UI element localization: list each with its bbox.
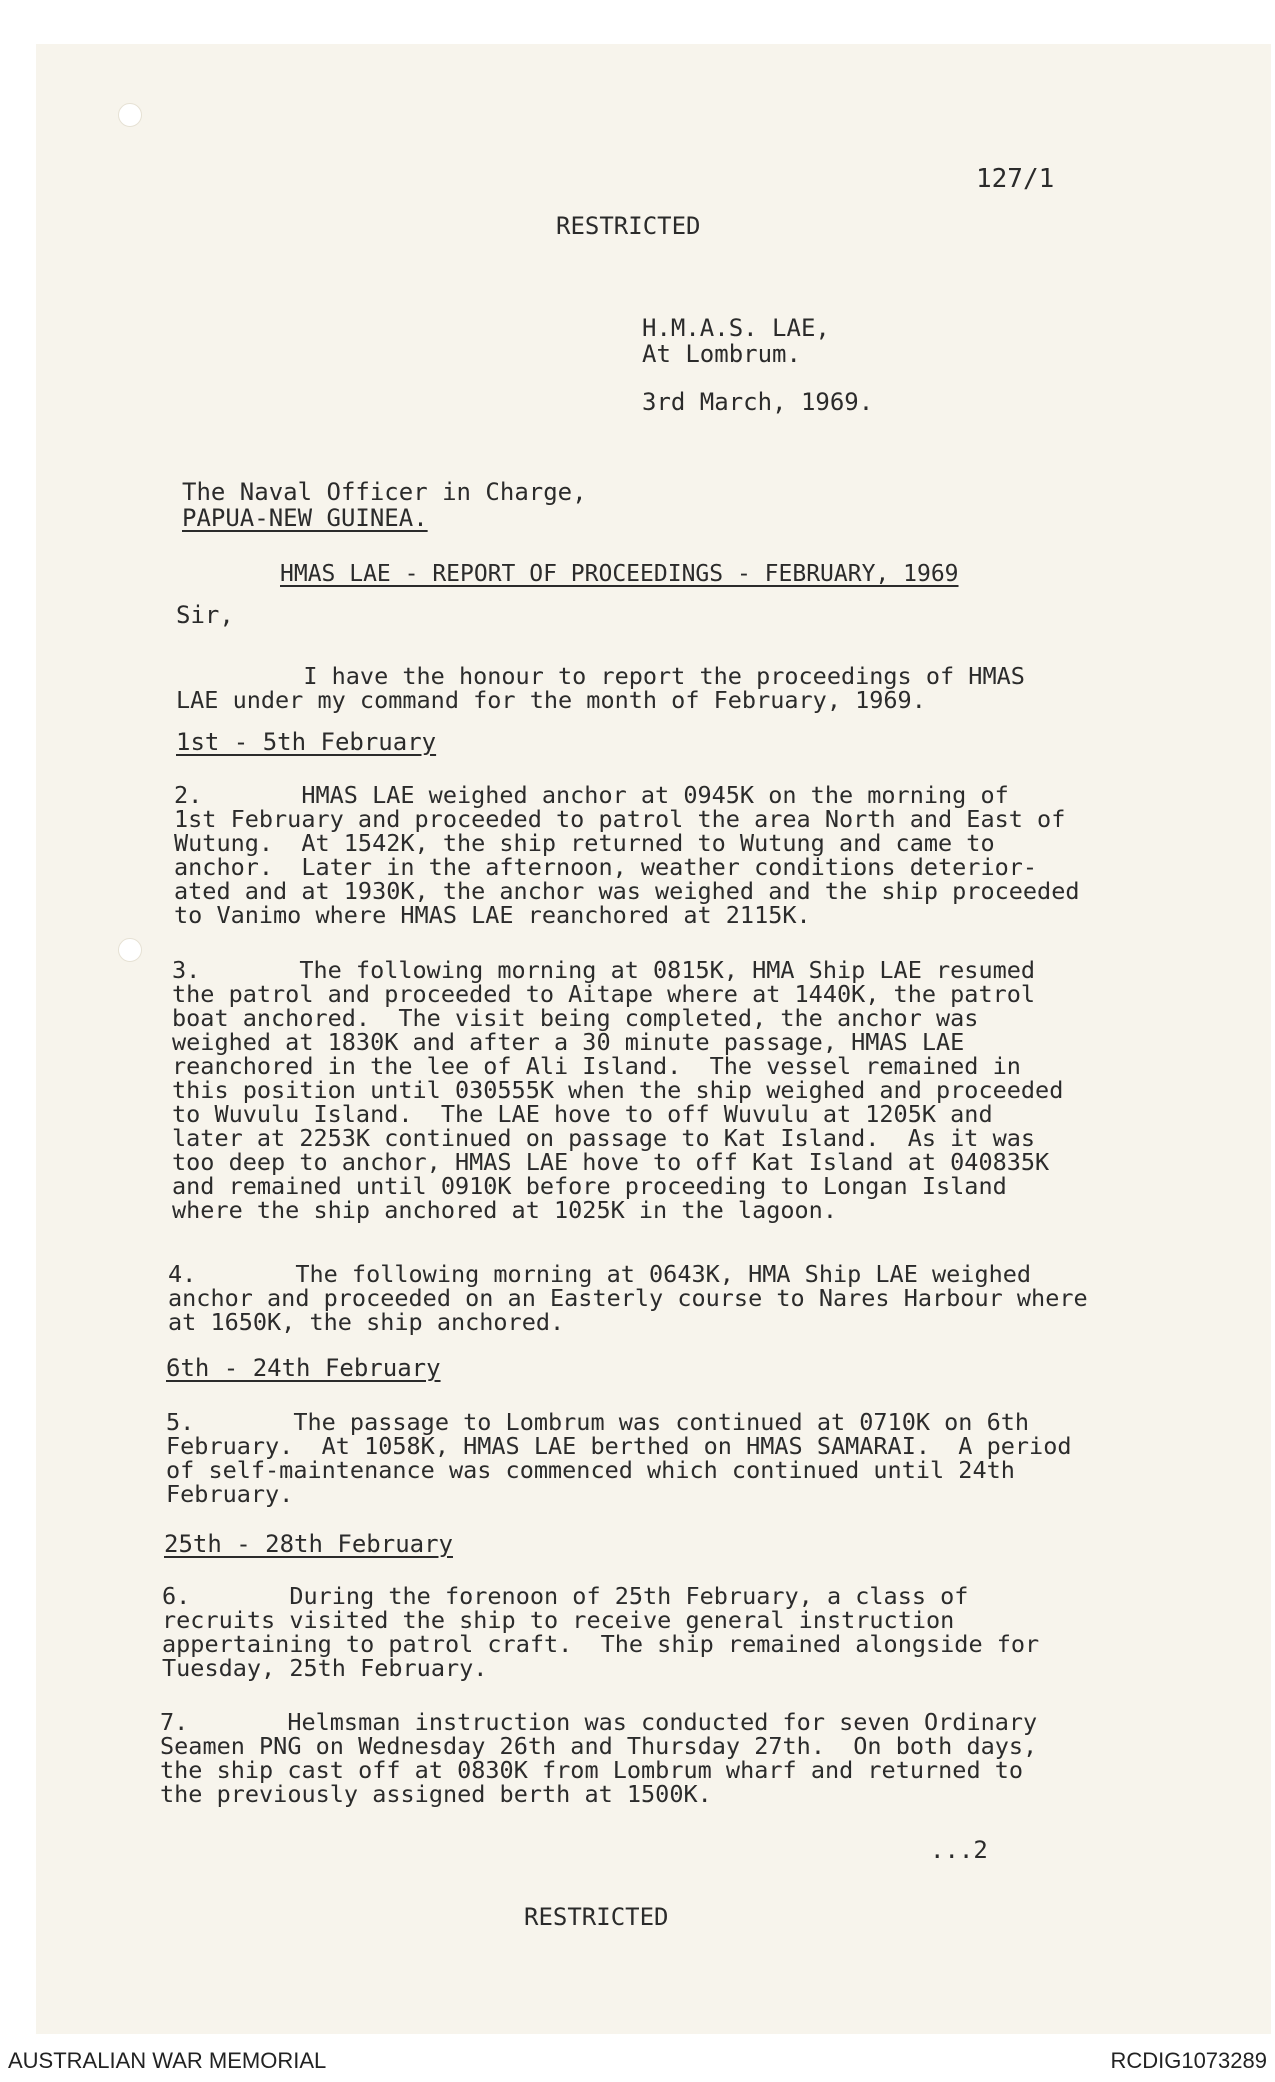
section-heading: 1st - 5th February	[176, 728, 437, 756]
text-line: where the ship anchored at 1025K in the lagoon.	[172, 1196, 837, 1224]
text-line: February.	[166, 1480, 294, 1508]
paragraph-4	[168, 1262, 1088, 1334]
text-line: and remained until 0910K before proceeding to Longan Island	[172, 1172, 1007, 1200]
classification-bottom: RESTRICTED	[524, 1903, 669, 1931]
sender-ship: H.M.A.S. LAE,	[642, 314, 830, 342]
intro-line: LAE under my command for the month of February, 1969.	[176, 686, 926, 714]
text-line: 3. The following morning at 0815K, HMA Ship LAE resumed	[172, 956, 1036, 984]
paragraph-7	[160, 1710, 1037, 1806]
footer-catalogue-id: RCDIG1073289	[1110, 2048, 1267, 2073]
text-line: the previously assigned berth at 1500K.	[160, 1780, 712, 1808]
text-line: the patrol and proceeded to Aitape where at 1440K, the patrol	[172, 980, 1036, 1008]
continuation-marker: ...2	[930, 1836, 988, 1864]
text-line: this position until 030555K when the ship weighed and proceeded	[172, 1076, 1064, 1104]
text-line: anchor and proceeded on an Easterly course to Nares Harbour where	[168, 1284, 1088, 1312]
text-line: later at 2253K continued on passage to Kat Island. As it was	[172, 1124, 1036, 1152]
addressee-title: The Naval Officer in Charge,	[182, 478, 587, 506]
text-line: 1st February and proceeded to patrol the area North and East of	[174, 805, 1066, 833]
section-heading: 6th - 24th February	[166, 1354, 441, 1382]
text-line: boat anchored. The visit being completed, the anchor was	[172, 1004, 979, 1032]
addressee-region: PAPUA-NEW GUINEA.	[182, 504, 428, 532]
text-line: Seamen PNG on Wednesday 26th and Thursday 27th. On both days,	[160, 1732, 1038, 1760]
intro-paragraph	[176, 664, 1025, 712]
text-line: anchor. Later in the afternoon, weather conditions deterior-	[174, 853, 1038, 881]
paragraph-3	[172, 958, 1063, 1222]
text-line: ated and at 1930K, the anchor was weighed and the ship proceeded	[174, 877, 1080, 905]
text-line: February. At 1058K, HMAS LAE berthed on HMAS SAMARAI. A period	[166, 1432, 1072, 1460]
section-heading: 25th - 28th February	[164, 1530, 453, 1558]
text-line: reanchored in the lee of Ali Island. The vessel remained in	[172, 1052, 1021, 1080]
paragraph-6	[162, 1584, 1039, 1680]
classification-top: RESTRICTED	[556, 212, 701, 240]
text-line: to Wuvulu Island. The LAE hove to off Wuvulu at 1205K and	[172, 1100, 993, 1128]
punch-hole-top	[118, 103, 142, 127]
text-line: at 1650K, the ship anchored.	[168, 1308, 565, 1336]
letter-date: 3rd March, 1969.	[642, 388, 874, 416]
text-line: too deep to anchor, HMAS LAE hove to off Kat Island at 040835K	[172, 1148, 1050, 1176]
text-line: recruits visited the ship to receive general instruction	[162, 1606, 955, 1634]
text-line: weighed at 1830K and after a 30 minute passage, HMAS LAE	[172, 1028, 965, 1056]
text-line: to Vanimo where HMAS LAE reanchored at 2115K.	[174, 901, 811, 929]
text-line: 4. The following morning at 0643K, HMA Ship LAE weighed	[168, 1260, 1032, 1288]
file-reference: 127/1	[976, 164, 1055, 194]
text-line: 7. Helmsman instruction was conducted for seven Ordinary	[160, 1708, 1038, 1736]
paragraph-2	[174, 783, 1079, 927]
punch-hole-bottom	[118, 938, 142, 962]
text-line: 2. HMAS LAE weighed anchor at 0945K on the morning of	[174, 781, 1009, 809]
salutation: Sir,	[176, 601, 234, 629]
text-line: Wutung. At 1542K, the ship returned to Wutung and came to	[174, 829, 995, 857]
text-line: the ship cast off at 0830K from Lombrum wharf and returned to	[160, 1756, 1024, 1784]
text-line: appertaining to patrol craft. The ship remained alongside for	[162, 1630, 1040, 1658]
footer-institution: AUSTRALIAN WAR MEMORIAL	[8, 2048, 327, 2073]
text-line: 5. The passage to Lombrum was continued at 0710K on 6th	[166, 1408, 1030, 1436]
text-line: Tuesday, 25th February.	[162, 1654, 488, 1682]
intro-line: I have the honour to report the proceedings of HMAS	[176, 662, 1025, 690]
text-line: of self-maintenance was commenced which continued until 24th	[166, 1456, 1015, 1484]
paragraph-5	[166, 1410, 1071, 1506]
text-line: 6. During the forenoon of 25th February, a class of	[162, 1582, 969, 1610]
subject-line: HMAS LAE - REPORT OF PROCEEDINGS - FEBRUARY, 1969	[280, 561, 959, 587]
sender-location: At Lombrum.	[642, 340, 801, 368]
